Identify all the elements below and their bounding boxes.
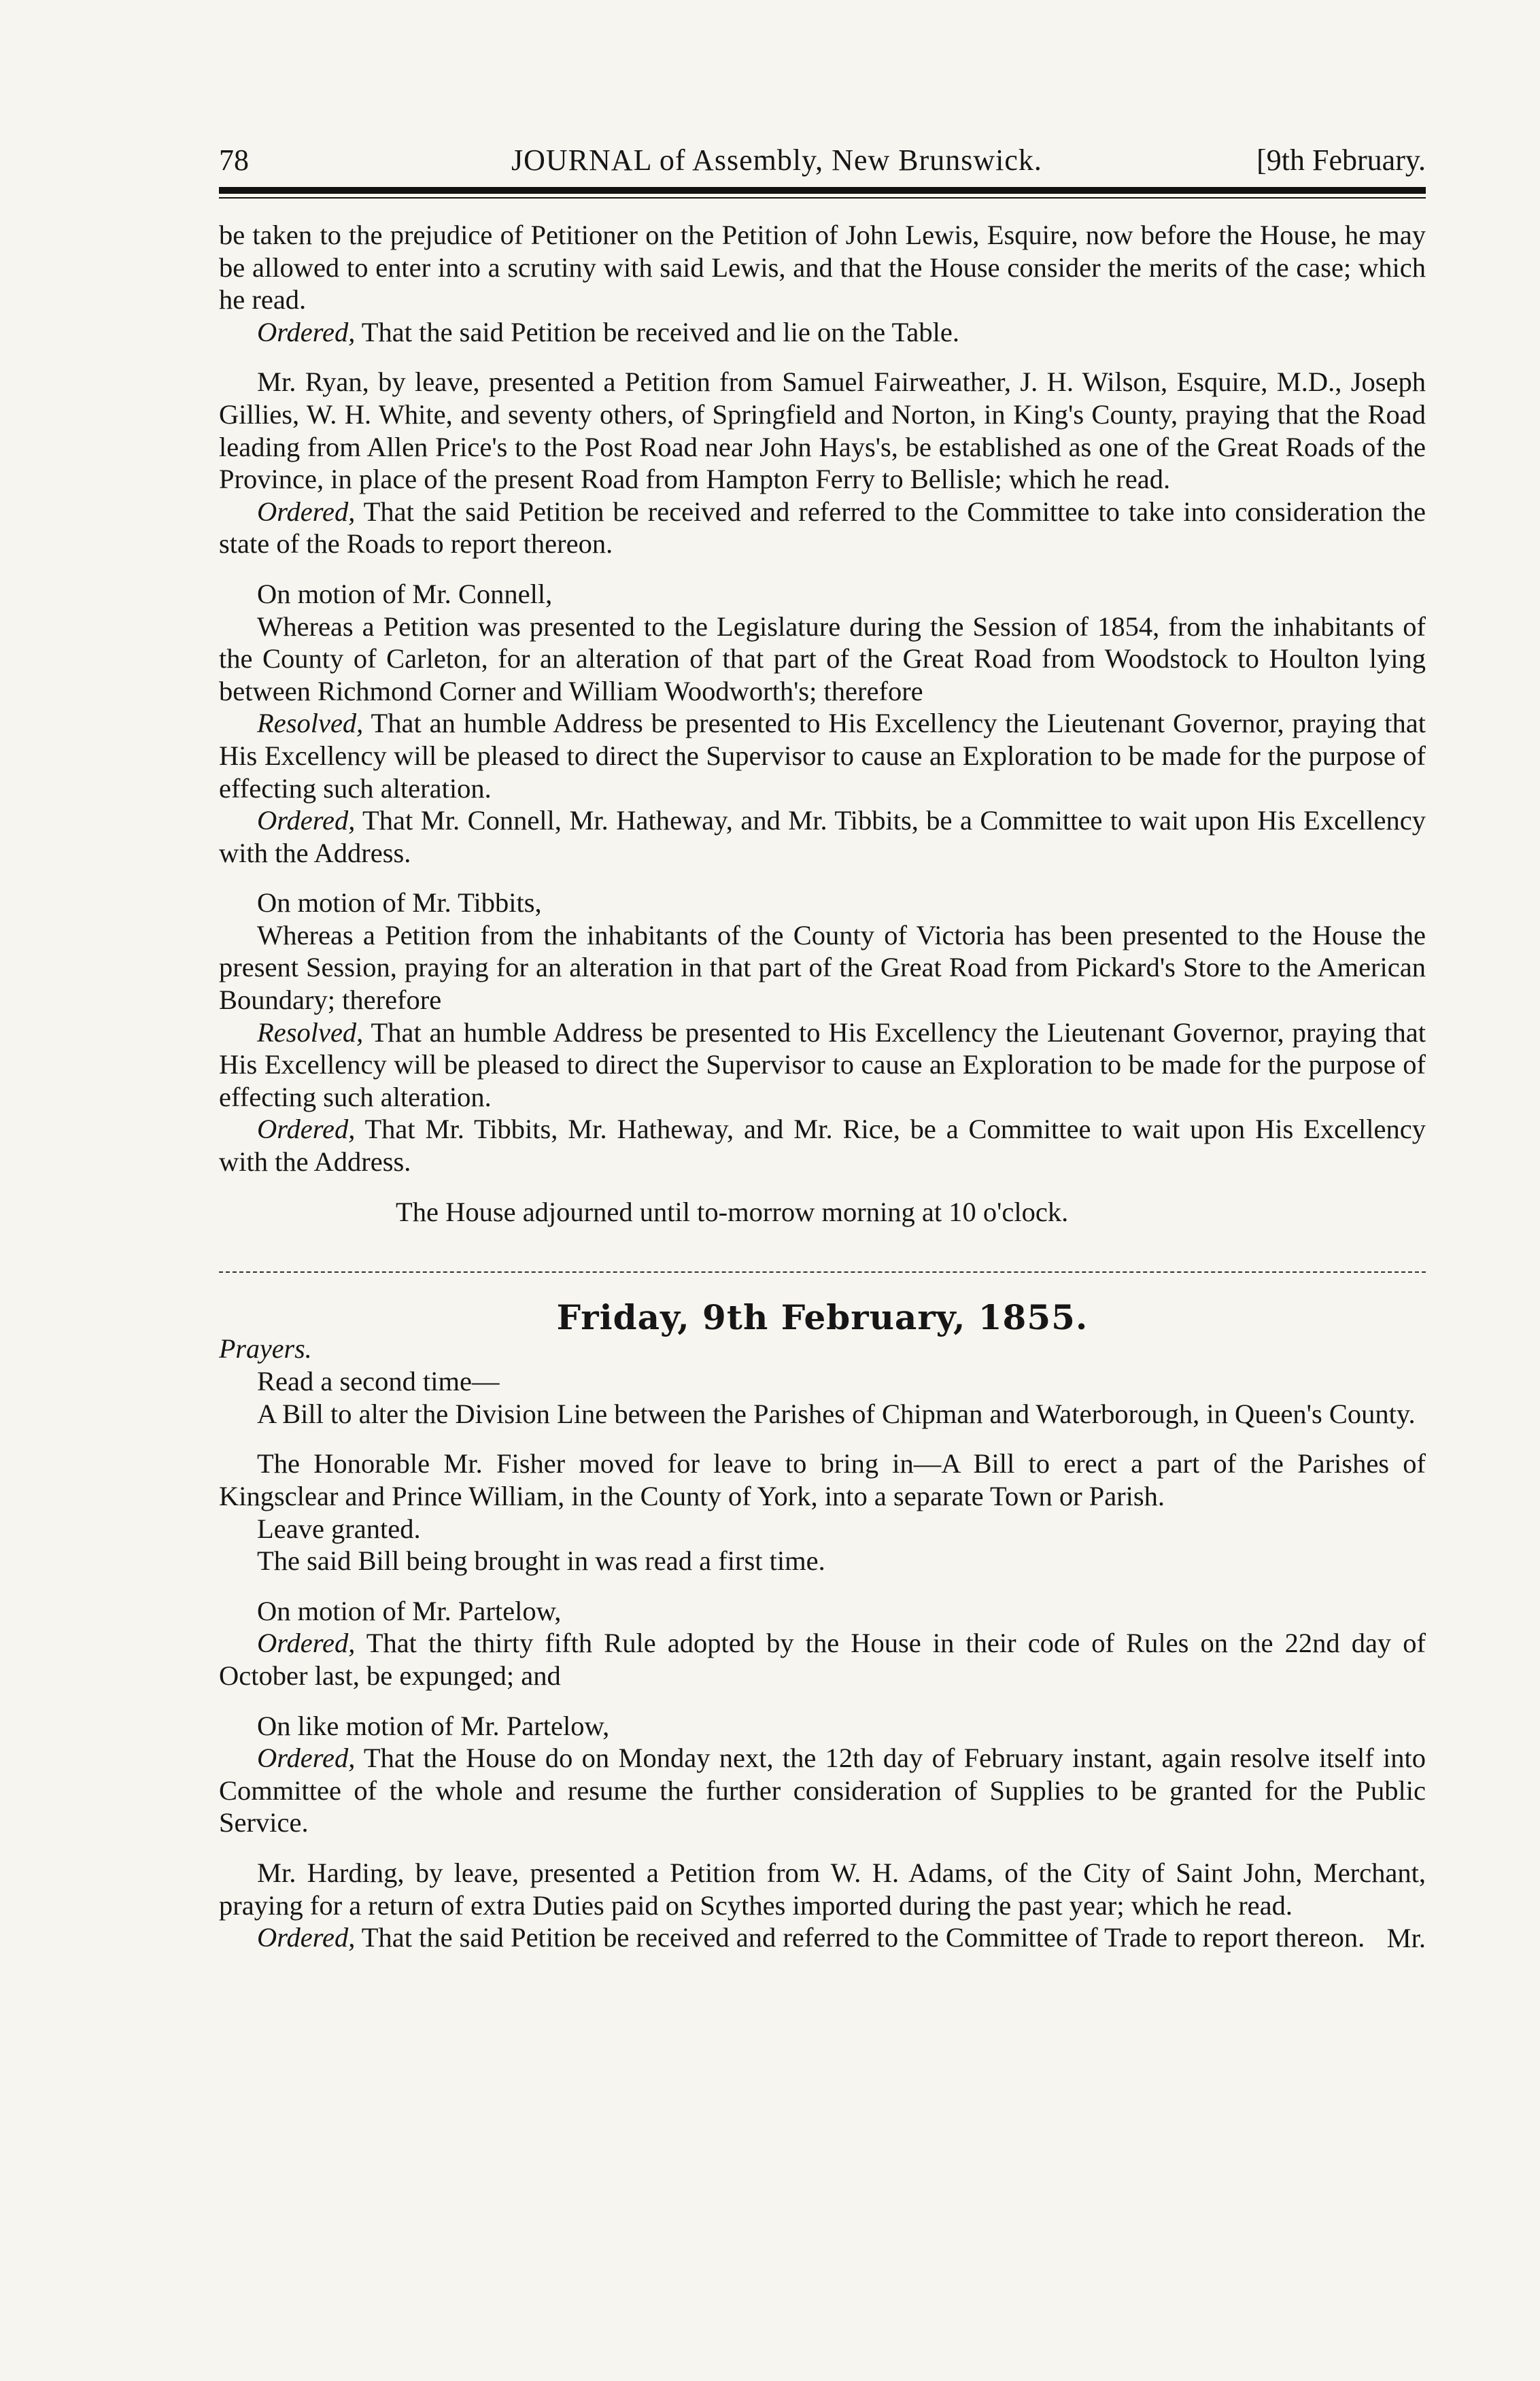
paragraph: Ordered, That the said Petition be received and lie on the Table. (257, 316, 959, 347)
journal-body (219, 219, 1426, 1954)
paragraph: On like motion of Mr. Partelow, (257, 1710, 610, 1741)
paragraph: Whereas a Petition from the inhabitants of the County of Victoria has been presented to the House the present Session, praying for an alteration in that part of the Great Road from Pickard's Store to the American Boundary; therefore (219, 919, 1426, 1016)
margin-note: Prayers. (219, 1333, 312, 1365)
paragraph: Ordered, That Mr. Connell, Mr. Hatheway, and Mr. Tibbits, be a Committee to wait upon His Excellency with the Address. (219, 805, 1426, 868)
paragraph: On motion of Mr. Connell, (257, 578, 553, 609)
catchword: Mr. (1386, 1922, 1426, 1953)
page-header (219, 140, 1426, 181)
paragraph: Resolved, That an humble Address be presented to His Excellency the Lieutenant Governor, praying that His Excellency will be pleased to direct the Supervisor to cause an Exploration to be made for the purpose of effecting such alteration. (219, 708, 1426, 804)
catchword-line (219, 1922, 1426, 1955)
day-heading: Friday, 9th February, 1855. (556, 1297, 1089, 1338)
page-number: 78 (219, 143, 249, 177)
paragraph: Ordered, That the said Petition be received and referred to the Committee to take into consideration the state of the Roads to report thereon. (219, 496, 1426, 560)
paragraph: be taken to the prejudice of Petitioner on the Petition of John Lewis, Esquire, now before the House, he may be allowed to enter into a scrutiny with said Lewis, and that the House consider the merits of the case; which he read. (219, 220, 1426, 315)
paragraph: The said Bill being brought in was read a first time. (257, 1545, 825, 1577)
paragraph: A Bill to alter the Division Line between the Parishes of Chipman and Waterborough, in Queen's County. (257, 1398, 1416, 1429)
paragraph: On motion of Mr. Tibbits, (257, 887, 542, 919)
paragraph: Ordered, That the House do on Monday next, the 12th day of February instant, again resolve itself into Committee of the whole and resume the further consideration of Supplies to be granted for the Public Service. (219, 1743, 1426, 1838)
paragraph: On motion of Mr. Partelow, (257, 1595, 562, 1626)
paragraph: Ordered, That the said Petition be received and referred to the Committee of Trade to report thereon. (257, 1922, 1365, 1953)
running-date: [9th February. (1256, 143, 1426, 177)
header-rule-thick (219, 187, 1426, 194)
running-title: JOURNAL of Assembly, New Brunswick. (511, 143, 1042, 177)
adjournment-line: The House adjourned until to-morrow morning at 10 o'clock. (396, 1196, 1069, 1227)
paragraph: Mr. Ryan, by leave, presented a Petition from Samuel Fairweather, J. H. Wilson, Esquire, M.D., Joseph Gillies, W. H. White, and seventy others, of Springfield and Norton, in King's County, praying that the Road leading from Allen Price's to the Post Road near John Hays's, be established as one of the Great Roads of the Province, in place of the present Road from Hampton Ferry to Bellisle; which he read. (219, 366, 1426, 495)
paragraph: Whereas a Petition was presented to the Legislature during the Session of 1854, from the inhabitants of the County of Carleton, for an alteration of that part of the Great Road from Woodstock to Houlton lying between Richmond Corner and William Woodworth's; therefore (219, 611, 1426, 706)
paragraph: The Honorable Mr. Fisher moved for leave to bring in—A Bill to erect a part of the Parishes of Kingsclear and Prince William, in the County of York, into a separate Town or Parish. (219, 1448, 1426, 1511)
paragraph: Resolved, That an humble Address be presented to His Excellency the Lieutenant Governor, praying that His Excellency will be pleased to direct the Supervisor to cause an Exploration to be made for the purpose of effecting such alteration. (219, 1016, 1426, 1112)
paragraph: Ordered, That the thirty fifth Rule adopted by the House in their code of Rules on the 22nd day of October last, be expunged; and (219, 1628, 1426, 1691)
paragraph: Leave granted. (257, 1513, 421, 1544)
paragraph: Ordered, That Mr. Tibbits, Mr. Hatheway, and Mr. Rice, be a Committee to wait upon His Excellency with the Address. (219, 1114, 1426, 1178)
section-divider (219, 1271, 1426, 1273)
header-rule-thin (219, 197, 1426, 199)
paragraph: Read a second time— (257, 1366, 500, 1397)
paragraph: Mr. Harding, by leave, presented a Petition from W. H. Adams, of the City of Saint John, Merchant, praying for a return of extra Duties paid on Scythes imported during the past year; which he read. (219, 1857, 1426, 1921)
day-heading-block (219, 1297, 1426, 1365)
